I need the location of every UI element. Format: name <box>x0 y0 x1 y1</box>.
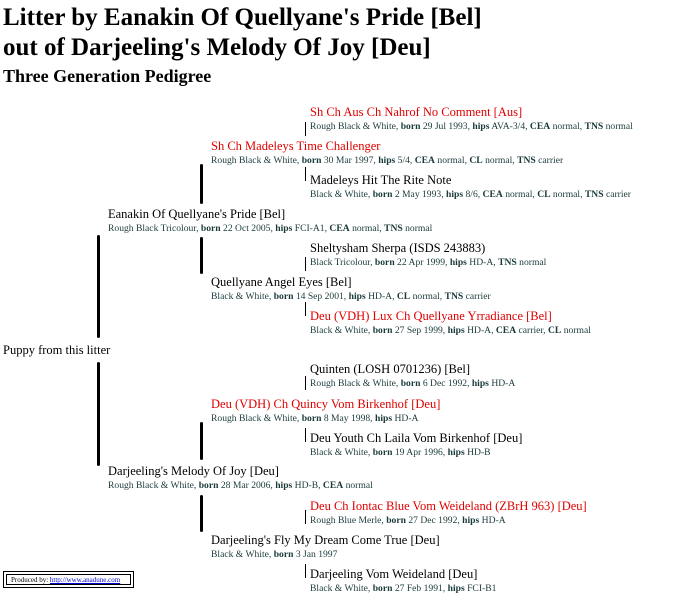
detail-label: born <box>400 121 421 132</box>
connector-sire-sire <box>200 164 203 204</box>
sire-sire-name: Sh Ch Madeleys Time Challenger <box>211 139 381 153</box>
detail-value: 8/6, <box>463 189 483 200</box>
detail-value: Black & White, <box>310 325 373 336</box>
detail-label: CEA <box>414 155 435 166</box>
detail-label: born <box>372 189 393 200</box>
connector-g3-3 <box>305 257 306 271</box>
detail-label: CL <box>396 291 411 302</box>
detail-label: born <box>372 325 393 336</box>
dam-dam-sire-details <box>310 515 506 527</box>
sire-sire-details <box>211 155 563 167</box>
detail-value: 27 Dec 1992, <box>405 515 463 526</box>
detail-value: HD-B <box>464 447 491 458</box>
dam-dam-dam-name: Darjeeling Vom Weideland [Deu] <box>310 567 478 581</box>
connector-dam-sire <box>200 422 203 460</box>
detail-label: hips <box>472 121 490 132</box>
detail-label: hips <box>447 447 465 458</box>
dam-sire-name: Deu (VDH) Ch Quincy Vom Birkenhof [Deu] <box>211 397 441 411</box>
dam-dam-dam-details <box>310 583 496 595</box>
detail-label: CL <box>547 325 562 336</box>
detail-value: HD-A, <box>466 257 499 268</box>
page-title-line2: out of Darjeeling's Melody Of Joy [Deu] <box>3 34 431 61</box>
produced-by-box <box>3 571 134 588</box>
sire-sire-sire-details <box>310 121 633 133</box>
detail-label: hips <box>462 515 480 526</box>
detail-label: born <box>400 378 421 389</box>
sire-sire-sire-name: Sh Ch Aus Ch Nahrof No Comment [Aus] <box>310 105 523 119</box>
detail-value: carrier <box>603 189 631 200</box>
detail-value: FCI-A1, <box>292 223 330 234</box>
detail-value: Rough Black & White, <box>211 413 302 424</box>
detail-label: CEA <box>322 480 344 491</box>
detail-value: carrier <box>535 155 564 166</box>
detail-value: normal, <box>482 155 518 166</box>
detail-value: HD-A, <box>365 291 397 302</box>
detail-value: 27 Feb 1991, <box>392 583 448 594</box>
detail-value: Rough Black Tricolour, <box>108 223 201 234</box>
detail-label: hips <box>348 291 366 302</box>
detail-value: Black & White, <box>310 189 373 200</box>
dam-sire-dam-details <box>310 447 491 459</box>
detail-label: hips <box>275 480 293 491</box>
detail-value: Rough Black & White, <box>310 378 401 389</box>
detail-label: CEA <box>329 223 350 234</box>
detail-value: normal <box>343 480 373 491</box>
detail-value: Rough Black & White, <box>310 121 401 132</box>
detail-value: 8 May 1998, <box>321 413 375 424</box>
connector-puppy-sire <box>97 235 100 338</box>
detail-value: 5/4, <box>395 155 415 166</box>
detail-value: 2 May 1993, <box>392 189 446 200</box>
detail-value: Black Tricolour, <box>310 257 375 268</box>
detail-label: hips <box>447 325 465 336</box>
detail-value: Rough Black & White, <box>108 480 199 491</box>
detail-value: normal <box>561 325 591 336</box>
detail-label: born <box>200 223 221 234</box>
detail-label: born <box>386 515 406 526</box>
detail-label: TNS <box>584 189 604 200</box>
detail-label: CL <box>537 189 551 200</box>
detail-value: normal, <box>435 155 470 166</box>
dam-sire-details <box>211 413 418 425</box>
detail-value: Black & White, <box>310 447 373 458</box>
detail-label: hips <box>374 413 393 424</box>
detail-label: born <box>372 447 393 458</box>
detail-value: normal, <box>410 291 445 302</box>
detail-label: hips <box>471 378 489 389</box>
detail-label: TNS <box>584 121 604 132</box>
connector-puppy-dam <box>97 362 100 466</box>
dam-dam-sire-name: Deu Ch Iontac Blue Vom Weideland (ZBrH 963) [Deu] <box>310 499 587 513</box>
detail-value: normal, <box>349 223 385 234</box>
connector-sire-dam <box>200 237 203 274</box>
detail-value: HD-A, <box>464 325 496 336</box>
dam-sire-dam-name: Deu Youth Ch Laila Vom Birkenhof [Deu] <box>310 431 523 445</box>
detail-value: 27 Sep 1999, <box>392 325 448 336</box>
sire-dam-details <box>211 291 491 303</box>
detail-value: normal <box>516 257 547 268</box>
detail-value: HD-A <box>392 413 419 424</box>
detail-value: HD-A <box>488 378 516 389</box>
detail-value: normal, <box>550 189 585 200</box>
connector-g3-4 <box>305 302 306 316</box>
detail-value: AVA-3/4, <box>489 121 530 132</box>
sire-dam-dam-details <box>310 325 591 337</box>
sire-dam-dam-name: Deu (VDH) Lux Ch Quellyane Yrradiance [Bel] <box>310 309 552 323</box>
sire-name: Eanakin Of Quellyane's Pride [Bel] <box>108 207 286 221</box>
connector-dam-dam <box>200 495 203 532</box>
connector-g3-8 <box>305 564 306 578</box>
detail-label: hips <box>449 257 467 268</box>
connector-g3-6 <box>305 428 306 442</box>
detail-label: hips <box>275 223 293 234</box>
detail-value: HD-B, <box>292 480 323 491</box>
detail-value: 28 Mar 2006, <box>218 480 276 491</box>
detail-label: TNS <box>384 223 403 234</box>
connector-g3-5 <box>305 376 306 390</box>
detail-value: Black & White, <box>310 583 373 594</box>
detail-label: TNS <box>498 257 517 268</box>
dam-dam-details <box>211 549 337 561</box>
detail-label: hips <box>378 155 396 166</box>
sire-dam-sire-details <box>310 257 546 269</box>
dam-details <box>108 480 373 492</box>
detail-value: carrier, <box>516 325 548 336</box>
detail-value: Rough Blue Merle, <box>310 515 387 526</box>
connector-g3-2 <box>305 167 306 181</box>
sire-dam-name: Quellyane Angel Eyes [Bel] <box>211 275 352 289</box>
page-subtitle: Three Generation Pedigree <box>3 66 212 86</box>
detail-label: born <box>273 549 294 560</box>
sire-sire-dam-details <box>310 189 631 201</box>
detail-label: CEA <box>482 189 503 200</box>
produced-by-link[interactable]: http://www.anadune.com <box>49 576 121 584</box>
produced-by-label: Produced by: <box>11 576 50 584</box>
detail-value: Black & White, <box>211 549 274 560</box>
detail-value: normal, <box>550 121 585 132</box>
detail-value: 14 Sep 2001, <box>293 291 349 302</box>
detail-label: CEA <box>495 325 517 336</box>
detail-value: 30 Mar 1997, <box>321 155 379 166</box>
detail-label: born <box>273 291 294 302</box>
sire-dam-sire-name: Sheltysham Sherpa (ISDS 243883) <box>310 241 486 255</box>
detail-value: 6 Dec 1992, <box>420 378 472 389</box>
sire-details <box>108 223 432 235</box>
dam-sire-sire-name: Quinten (LOSH 0701236) [Bel] <box>310 362 471 376</box>
detail-value: carrier <box>463 291 491 302</box>
detail-value: 19 Apr 1996, <box>392 447 448 458</box>
sire-sire-dam-name: Madeleys Hit The Rite Note <box>310 173 452 187</box>
detail-label: born <box>301 155 322 166</box>
detail-label: CL <box>469 155 483 166</box>
produced-by-inner <box>6 574 131 585</box>
detail-value: normal <box>402 223 433 234</box>
connector-g3-1 <box>305 122 306 136</box>
dam-name: Darjeeling's Melody Of Joy [Deu] <box>108 464 279 478</box>
detail-label: born <box>372 583 393 594</box>
puppy-label: Puppy from this litter <box>3 343 111 357</box>
detail-label: TNS <box>517 155 536 166</box>
connector-g3-7 <box>305 510 306 524</box>
detail-label: hips <box>446 189 464 200</box>
detail-label: born <box>374 257 395 268</box>
page-title: Litter by Eanakin Of Quellyane's Pride [Bel] <box>3 4 482 31</box>
detail-value: 3 Jan 1997 <box>293 549 338 560</box>
detail-label: CEA <box>529 121 551 132</box>
detail-value: normal <box>603 121 633 132</box>
detail-value: Rough Black & White, <box>211 155 302 166</box>
detail-label: TNS <box>444 291 464 302</box>
detail-value: 29 Jul 1993, <box>420 121 473 132</box>
detail-label: born <box>198 480 219 491</box>
detail-label: hips <box>447 583 465 594</box>
detail-value: HD-A <box>479 515 506 526</box>
detail-value: 22 Apr 1999, <box>394 257 450 268</box>
dam-sire-sire-details <box>310 378 515 390</box>
dam-dam-name: Darjeeling's Fly My Dream Come True [Deu] <box>211 533 440 547</box>
detail-value: FCI-B1 <box>464 583 497 594</box>
detail-value: normal, <box>502 189 538 200</box>
detail-label: born <box>301 413 322 424</box>
detail-value: 22 Oct 2005, <box>220 223 276 234</box>
detail-value: Black & White, <box>211 291 274 302</box>
